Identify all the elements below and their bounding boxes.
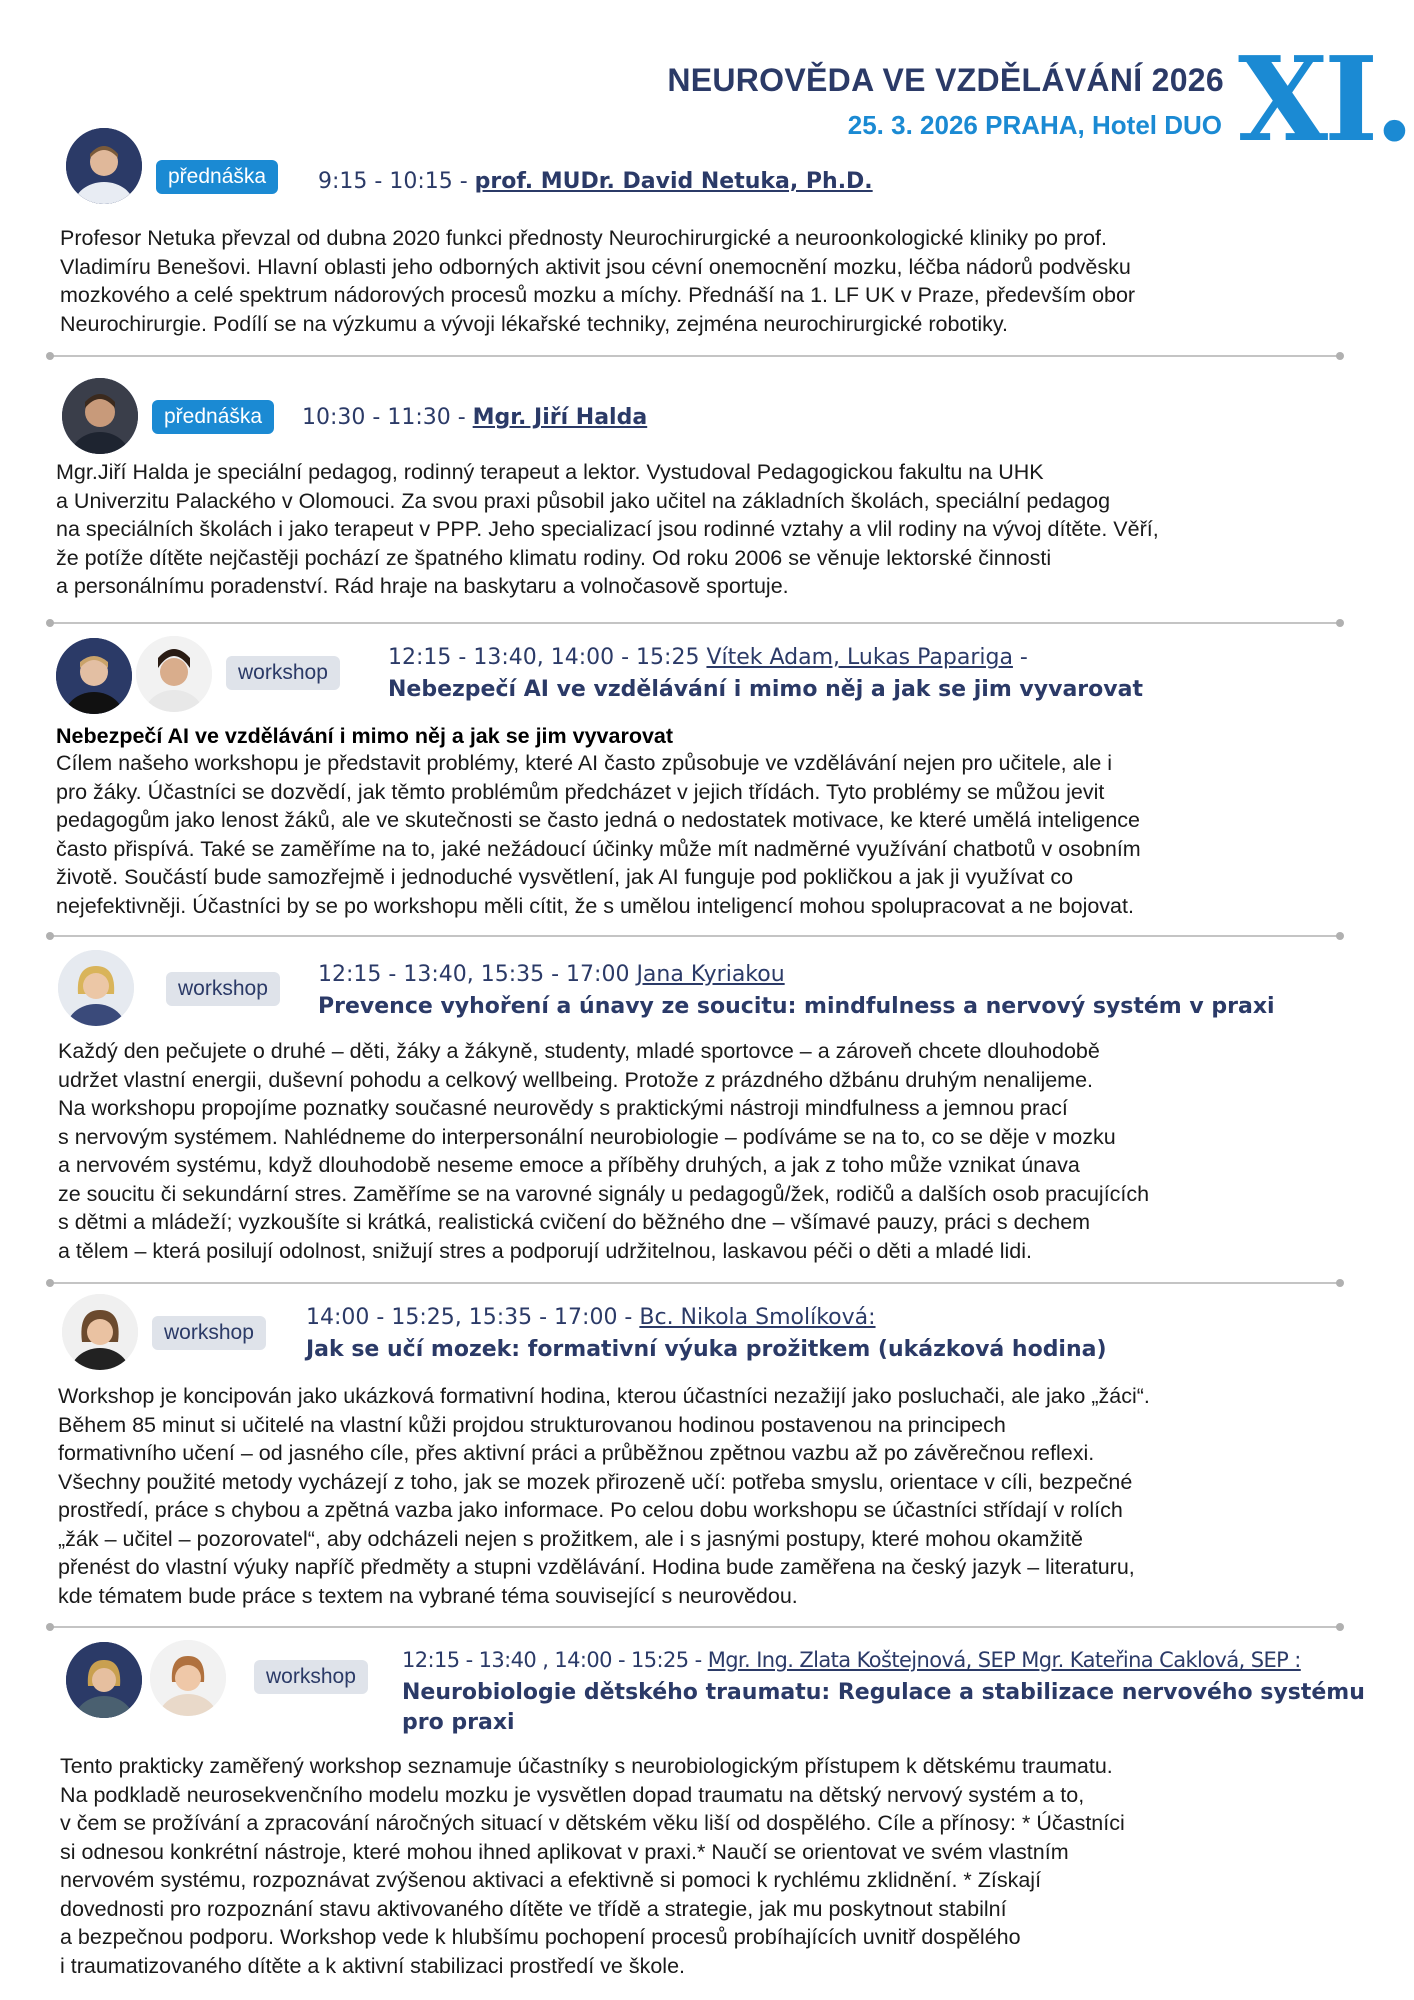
speaker-photo-halda xyxy=(62,378,138,454)
speaker-photo-netuka xyxy=(66,128,142,204)
session-description: Workshop je koncipován jako ukázková formativní hodina, kterou účastníci nezažijí jako posluchači, ale jako „žáci“. Během 85 minut si učitelé na vlastní kůži projdou strukturovanou hodinou postavenou na principech formativního učení – od jasného cíle, přes aktivní práci a průběžnou zpětnou vazbu až po závěrečnou reflexi. Všechny použité metody vycházejí z toho, jak se mozek přirozeně učí: potřeba smyslu, orientace v cíli, bezpečné prostředí, práce s chybou a zpětná vazba jako informace. Po celou dobu workshopu se účastníci střídají v rolích „žák – učitel – pozorovatel“, aby odcházeli nejen s prožitkem, ale i s jasnými postupy, které mohou okamžitě přenést do vlastní výuky napříč předměty a stupni vzdělávání. Hodina bude zaměřena na český jazyk – literaturu, kde tématem bude práce s textem na vybrané téma související s neurovědou. xyxy=(58,1384,1150,1608)
workshop-title: Nebezpečí AI ve vzdělávání i mimo něj a jak se jim vyvarovat xyxy=(388,677,1143,702)
session-description: Profesor Netuka převzal od dubna 2020 funkci přednosty Neurochirurgické a neuroonkologické kliniky po prof. Vladimíru Benešovi. Hlavní oblasti jeho odborných aktivit jsou cévní onemocnění mozku, léčba nádorů podvěsku mozkového a celé spektrum nádorových procesů mozku a míchy. Přednáší na 1. LF UK v Praze, především obor Neurochirurgie. Podílí se na výzkumu a vývoji lékařské techniky, zejména neurochirurgické robotiky. xyxy=(60,226,1136,336)
session-time-speaker: 12:15 - 13:40, 14:00 - 15:25 Vítek Adam, Lukas Papariga - xyxy=(388,645,1028,670)
session-time-speaker: 12:15 - 13:40 , 14:00 - 15:25 - Mgr. Ing. Zlata Koštejnová, SEP Mgr. Kateřina Caklová, SEP : xyxy=(402,1648,1301,1672)
speaker-link[interactable]: Mgr. Jiří Halda xyxy=(472,405,648,430)
session-description: Každý den pečujete o druhé – děti, žáky a žákyně, studenty, mladé sportovce – a zároveň chcete dlouhodobě udržet vlastní energii, duševní pohodu a celkový wellbeing. Protože z prázdného džbánu druhým nenalijeme. Na workshopu propojíme poznatky současné neurovědy s praktickými nástroji mindfulness a jemnou prací s nervovým systémem. Nahlédneme do interpersonální neurobiologie – podíváme se na to, co se děje v mozku a nervovém systému, když dlouhodobě neseme emoce a příběhy druhých, a jak z toho může vznikat únava ze soucitu či sekundární stres. Zaměříme se na varovné signály u pedagogů/žek, rodičů a dalších osob pracujících s dětmi a mládeží; vyzkoušíte si krátká, realistická cvičení do běžného dne – všímavé pauzy, práci s dechem a tělem – která posilují odolnost, snižují stres a podporují udržitelnou, laskavou péči o děti a mladé lidi. xyxy=(58,1039,1150,1263)
section-divider xyxy=(50,1282,1340,1284)
workshop-title: Neurobiologie dětského traumatu: Regulace a stabilizace nervového systému pro praxi xyxy=(402,1680,1365,1735)
speaker-photo-vitek xyxy=(56,638,132,714)
session-description: Mgr.Jiří Halda je speciální pedagog, rodinný terapeut a lektor. Vystudoval Pedagogickou fakultu na UHK a Univerzitu Palackého v Olomouci. Za svou praxi působil jako učitel na základních školách, speciální pedagog na speciálních školách i jako terapeut v PPP. Jeho specializací jsou rodinné vztahy a vlil rodiny na vývoj dítěte. Věří, že potíže dítěte nejčastěji pochází ze špatného klimatu rodiny. Od roku 2006 se věnuje lektorské činnosti a personálnímu poradenství. Rád hraje na baskytaru a volnočasově sportuje. xyxy=(56,460,1159,598)
event-date-venue: 25. 3. 2026 PRAHA, Hotel DUO xyxy=(847,110,1222,140)
session-time-speaker: 9:15 - 10:15 - prof. MUDr. David Netuka, Ph.D. xyxy=(318,169,873,194)
workshop-title: Prevence vyhoření a únavy ze soucitu: mindfulness a nervový systém v praxi xyxy=(318,994,1275,1019)
speaker-link[interactable]: Mgr. Ing. Zlata Koštejnová, SEP Mgr. Kateřina Caklová, SEP : xyxy=(707,1648,1301,1672)
speaker-link[interactable]: Jana Kyriakou xyxy=(636,962,785,987)
speaker-photo-smolikova xyxy=(62,1294,138,1370)
session-time-speaker: 14:00 - 15:25, 15:35 - 17:00 - Bc. Nikola Smolíková: xyxy=(306,1305,876,1330)
section-divider xyxy=(50,355,1340,357)
section-divider xyxy=(50,622,1340,624)
speaker-photo-caklova xyxy=(150,1640,226,1716)
event-title: NEUROVĚDA VE VZDĚLÁVÁNÍ 2026 xyxy=(667,62,1224,98)
speaker-photo-papariga xyxy=(136,636,212,712)
speaker-photo-kyriakou xyxy=(58,950,134,1026)
session-type-badge: přednáška xyxy=(156,160,278,194)
session-type-badge: workshop xyxy=(226,656,340,690)
session-description: Cílem našeho workshopu je představit problémy, které AI často způsobuje ve vzdělávání nejen pro učitele, ale i pro žáky. Účastníci se dozvědí, jak těmto problémům předcházet v jejich třídách. Tyto problémy se můžou jevit pedagogům jako lenost žáků, ale ve skutečnosti se často jedná o nedostatek motivace, ke které umělá inteligence často přispívá. Také se zaměříme na to, jaké nežádoucí účinky může mít nadměrné využívání chatbotů v osobním životě. Součástí bude samozřejmě i jednoduché vysvětlení, jak AI funguje pod pokličkou a jak ji využívat co nejefektivněji. Účastníci by se po workshopu měli cítit, že s umělou inteligencí mohou spolupracovat a ne bojovat. xyxy=(56,751,1141,918)
session-type-badge: workshop xyxy=(166,972,280,1006)
edition-number: XI. xyxy=(1238,32,1411,168)
speaker-link[interactable]: Bc. Nikola Smolíková: xyxy=(639,1305,876,1330)
description-heading: Nebezpečí AI ve vzdělávání i mimo něj a jak se jim vyvarovat xyxy=(56,724,674,748)
session-time-speaker: 10:30 - 11:30 - Mgr. Jiří Halda xyxy=(302,405,648,430)
speaker-link[interactable]: prof. MUDr. David Netuka, Ph.D. xyxy=(474,169,873,194)
section-divider xyxy=(50,1626,1340,1628)
workshop-title: Jak se učí mozek: formativní výuka prožitkem (ukázková hodina) xyxy=(306,1337,1107,1362)
session-time-speaker: 12:15 - 13:40, 15:35 - 17:00 Jana Kyriakou xyxy=(318,962,785,987)
session-description: Tento prakticky zaměřený workshop seznamuje účastníky s neurobiologickým přístupem k dětskému traumatu. Na podkladě neurosekvenčního modelu mozku je vysvětlen dopad traumatu na dětský nervový systém a to, v čem se prožívání a zpracování náročných situací v dětském věku liší od dospělého. Cíle a přínosy: * Účastníci si odnesou konkrétní nástroje, které mohou ihned aplikovat v praxi.* Naučí se orientovat ve svém vlastním nervovém systému, rozpoznávat zvýšenou aktivaci a efektivně si pomoci k rychlému zklidnění. * Získají dovednosti pro rozpoznání stavu aktivovaného dítěte ve třídě a strategie, jak mu poskytnout stabilní a bezpečnou podporu. Workshop vede k hlubšímu pochopení procesů probíhajících uvnitř dospělého i traumatizovaného dítěte a k aktivní stabilizaci prostředí ve škole. xyxy=(60,1754,1125,1978)
session-type-badge: workshop xyxy=(152,1316,266,1350)
speaker-photo-kostejnova xyxy=(66,1642,142,1718)
speaker-link[interactable]: Vítek Adam, Lukas Papariga xyxy=(706,645,1013,670)
section-divider xyxy=(50,935,1340,937)
session-type-badge: workshop xyxy=(254,1660,368,1694)
session-type-badge: přednáška xyxy=(152,400,274,434)
